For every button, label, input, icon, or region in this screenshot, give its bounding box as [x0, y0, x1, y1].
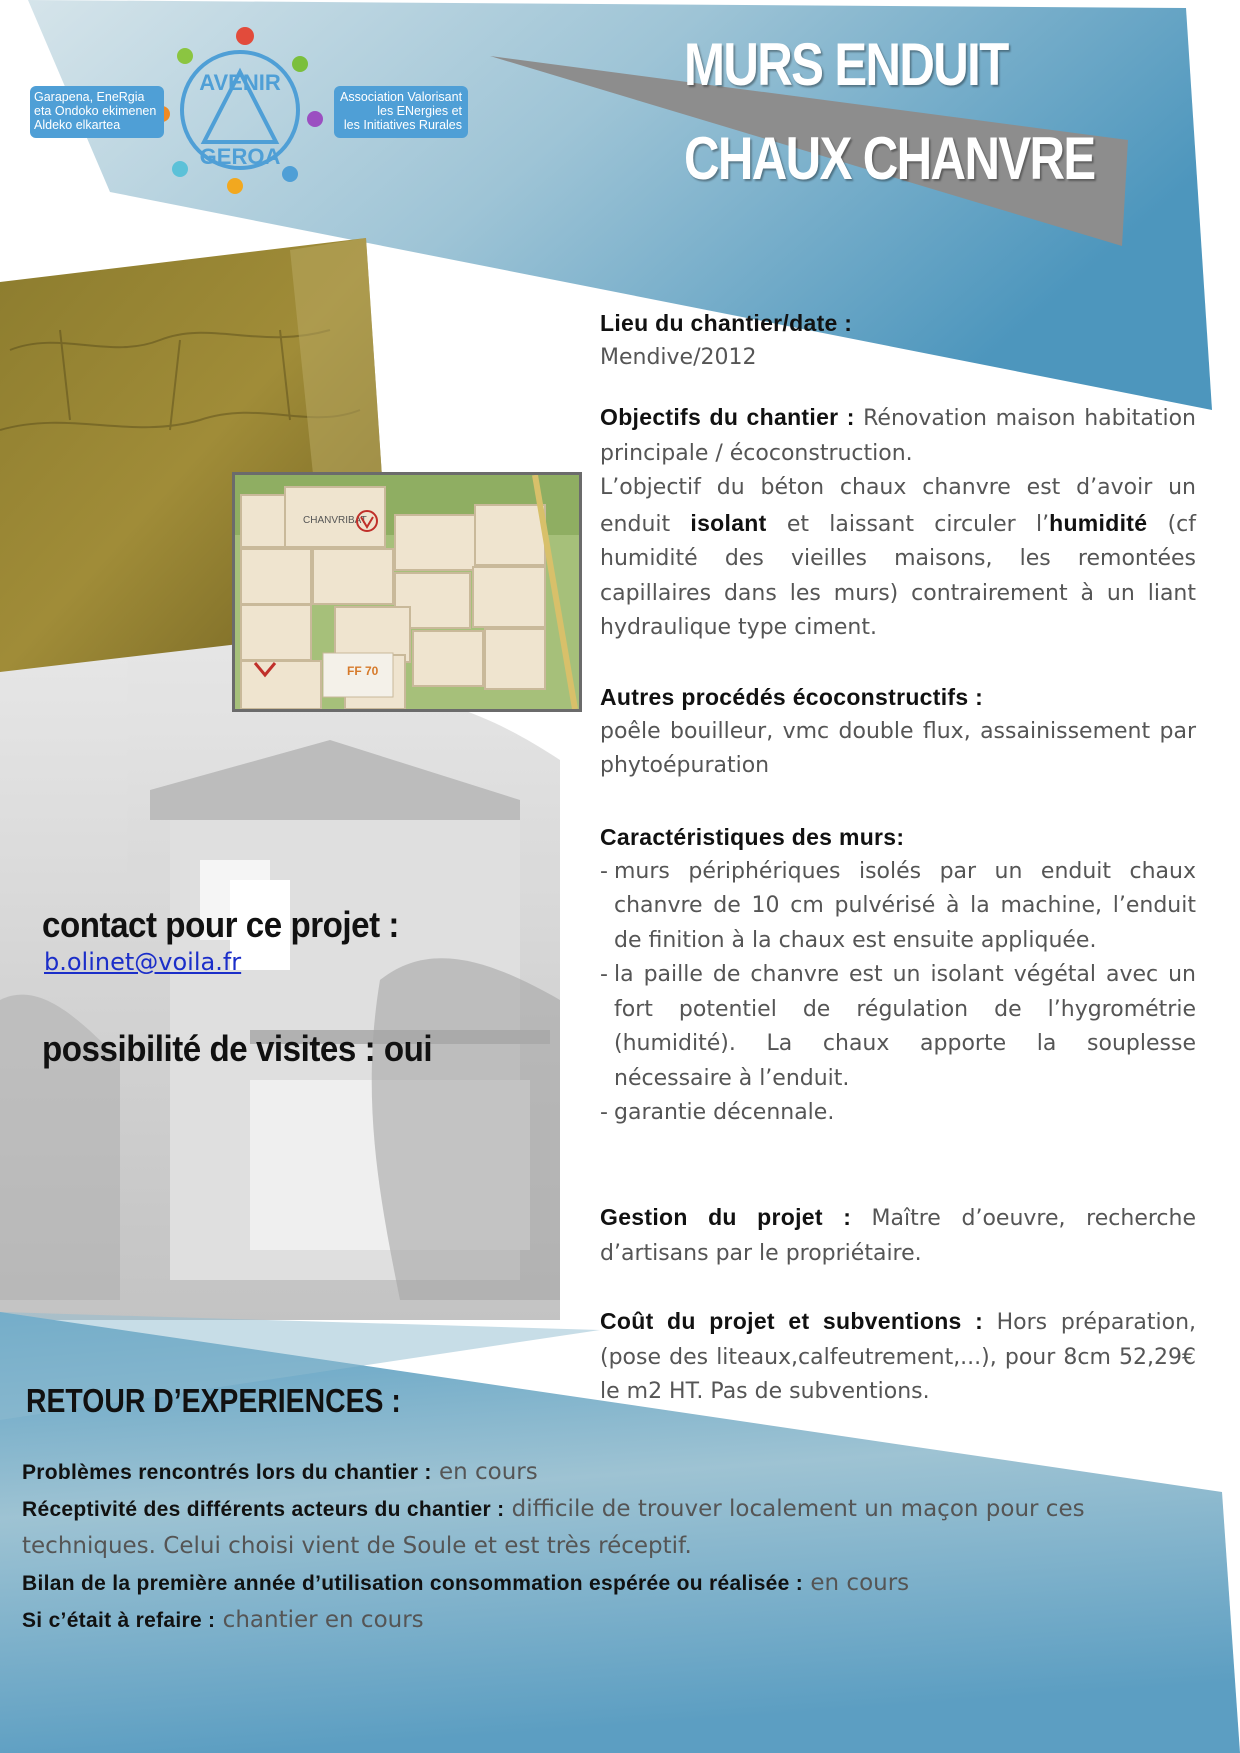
- cout-section: [600, 1304, 1196, 1410]
- objectifs-text-2e: (cf humidité des vieilles maisons, les remontées capillaires dans les murs) contrairement à un liant hydraulique type ciment.: [600, 511, 1197, 640]
- retour-line-problemes: [22, 1454, 1212, 1491]
- logo-left-line-1: Garapena, EneRgia: [34, 90, 145, 104]
- gestion-paragraph: [600, 1200, 1196, 1271]
- retour-line-value: chantier en cours: [215, 1607, 424, 1633]
- lieu-value: Mendive/2012: [600, 344, 757, 370]
- page-title-line-2: CHAUX CHANVRE: [684, 125, 1095, 192]
- retour-heading: RETOUR D’EXPERIENCES :: [26, 1382, 401, 1419]
- retour-line-value: en cours: [431, 1459, 538, 1485]
- retour-line-bilan: [22, 1565, 1212, 1602]
- caracteristiques-section: [600, 820, 1196, 1131]
- objectifs-text-2c: et laissant circuler l’: [766, 511, 1050, 537]
- gestion-text: Maître d’oeuvre, recherche d’artisans par le propriétaire.: [600, 1206, 1196, 1266]
- gestion-label: Gestion du projet: [600, 1204, 823, 1230]
- retour-line-receptivite-cont: [22, 1528, 1212, 1565]
- logo-left-line-2: eta Ondoko ekimenen: [34, 104, 157, 118]
- cout-text: Hors préparation, (pose des liteaux,calfeutrement,...), pour 8cm 52,29€ le m2 HT. Pas de subventions.: [600, 1310, 1197, 1404]
- visits-heading: possibilité de visites : oui: [42, 1028, 433, 1069]
- objectifs-text-2a: L’objectif du béton chaux chanvre est d’avoir un enduit: [600, 475, 1196, 537]
- caracteristiques-list: [600, 855, 1196, 1131]
- hemp-bags-photo: [232, 472, 582, 712]
- logo-tagline-french: [334, 86, 468, 138]
- retour-line-label: Réceptivité des différents acteurs du chantier :: [22, 1498, 505, 1521]
- objectifs-separator: :: [838, 404, 864, 430]
- bag-label-chanvribat: CHANVRIBAT: [303, 515, 367, 526]
- objectifs-paragraph-2: [600, 471, 1196, 646]
- gestion-section: [600, 1200, 1196, 1271]
- autres-label: Autres procédés écoconstructifs :: [600, 684, 984, 710]
- objectifs-section: [600, 400, 1196, 646]
- logo-text-top: AVENIR: [199, 70, 281, 95]
- contact-heading: contact pour ce projet :: [42, 904, 400, 945]
- hemp-bags-illustration: [235, 475, 579, 709]
- retour-line-receptivite: [22, 1491, 1212, 1528]
- gestion-separator: :: [822, 1204, 872, 1230]
- page-title-line-1: MURS ENDUIT: [684, 31, 1008, 98]
- autres-section: [600, 680, 1196, 784]
- retour-line-refaire: [22, 1602, 1212, 1639]
- list-item: - la paille de chanvre est un isolant végétal avec un fort potentiel de régulation de l’hygrométrie (humidité). La chaux apporte la souplesse nécessaire à l’enduit.: [600, 958, 1196, 1096]
- lieu-section: [600, 306, 1196, 375]
- logo-tagline-basque: [30, 86, 164, 138]
- contact-email-link[interactable]: b.olinet@voila.fr: [44, 948, 242, 976]
- logo-right-line-1: Association Valorisant: [340, 90, 463, 104]
- bag-label-ff70: FF 70: [347, 664, 379, 678]
- avenir-geroa-logo: [150, 24, 330, 194]
- objectifs-label: Objectifs du chantier: [600, 404, 839, 430]
- objectifs-paragraph-1: [600, 400, 1196, 471]
- objectifs-keyword-humidite: humidité: [1049, 509, 1148, 536]
- autres-text: poêle bouilleur, vmc double flux, assainissement par phytoépuration: [600, 718, 1196, 778]
- retour-line-label: Problèmes rencontrés lors du chantier :: [22, 1461, 432, 1484]
- retour-line-value: techniques. Celui choisi vient de Soule et est très réceptif.: [22, 1533, 692, 1559]
- lieu-label: Lieu du chantier/date :: [600, 310, 853, 336]
- cout-paragraph: [600, 1304, 1196, 1410]
- cout-separator: :: [961, 1308, 997, 1334]
- objectifs-keyword-isolant: isolant: [690, 509, 767, 536]
- caracteristiques-label: Caractéristiques des murs:: [600, 824, 905, 850]
- retour-line-label: Si c’était à refaire :: [22, 1609, 216, 1632]
- logo-text-bottom: GEROA: [199, 144, 281, 169]
- logo-left-line-3: Aldeko elkartea: [34, 118, 121, 132]
- list-item: - murs périphériques isolés par un enduit chaux chanvre de 10 cm pulvérisé à la machine, l’enduit de finition à la chaux est ensuite appliquée.: [600, 855, 1196, 959]
- retour-line-label: Bilan de la première année d’utilisation consommation espérée ou réalisée :: [22, 1572, 804, 1595]
- logo-right-line-2: les ENergies et: [377, 104, 462, 118]
- list-item: - garantie décennale.: [600, 1096, 1196, 1131]
- retour-line-value: en cours: [803, 1570, 910, 1596]
- retour-line-value: difficile de trouver localement un maçon pour ces: [504, 1496, 1085, 1522]
- cout-label: Coût du projet et subventions: [600, 1308, 962, 1334]
- objectifs-text-1: Rénovation maison habitation principale / écoconstruction.: [600, 406, 1196, 466]
- logo-right-line-3: les Initiatives Rurales: [343, 118, 462, 132]
